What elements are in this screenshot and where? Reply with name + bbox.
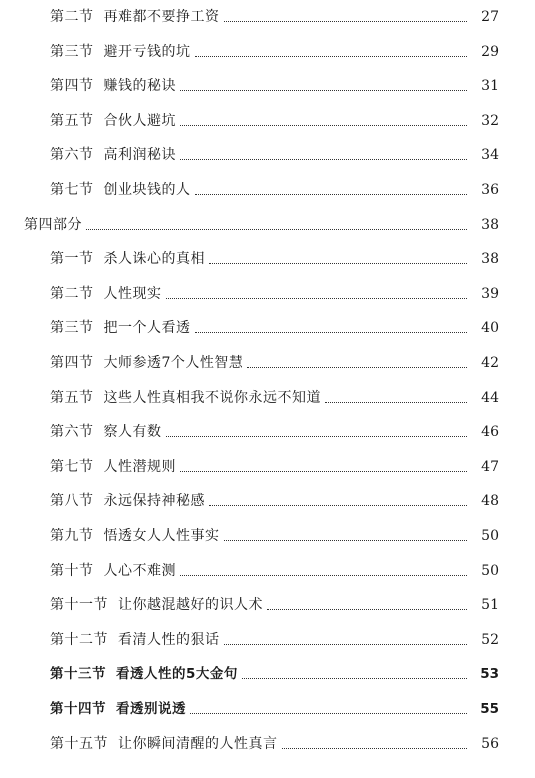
toc-page-number: 50 bbox=[481, 562, 499, 579]
toc-entry bbox=[0, 590, 535, 614]
toc-entry-label bbox=[50, 527, 220, 545]
toc-page-number: 29 bbox=[481, 43, 499, 60]
toc-entry-title: 这些人性真相我不说你永远不知道 bbox=[103, 389, 321, 406]
toc-entry-number: 第十节 bbox=[50, 562, 94, 579]
dot-leader bbox=[86, 229, 467, 230]
dot-leader bbox=[195, 194, 468, 195]
dot-leader bbox=[224, 644, 468, 645]
toc-entry-title: 把一个人看透 bbox=[103, 320, 191, 337]
dot-leader bbox=[180, 159, 467, 160]
toc-entry-number: 第六节 bbox=[50, 424, 94, 441]
toc-entry-label bbox=[50, 665, 238, 683]
toc-entry-title: 大师参透7个人性智慧 bbox=[103, 355, 244, 371]
toc-entry-title: 察人有数 bbox=[103, 424, 162, 441]
toc-page-number: 53 bbox=[480, 666, 499, 683]
dot-leader bbox=[195, 332, 468, 333]
dot-leader bbox=[282, 748, 468, 749]
toc-entry bbox=[0, 175, 535, 199]
toc-entry-label bbox=[50, 423, 162, 441]
toc-entry-title: 高利润秘诀 bbox=[103, 147, 176, 164]
dot-leader bbox=[180, 125, 467, 126]
toc-entry-title: 人性现实 bbox=[103, 285, 162, 302]
toc-page-number: 55 bbox=[480, 701, 499, 717]
toc-entry-title: 让你瞬间清醒的人性真言 bbox=[118, 735, 278, 752]
toc-entry-title: 创业块钱的人 bbox=[103, 182, 191, 198]
dot-leader bbox=[267, 609, 467, 610]
toc-entry bbox=[0, 71, 535, 95]
toc-entry-title: 看透别说透 bbox=[116, 701, 186, 717]
toc-page-number: 56 bbox=[481, 735, 499, 752]
toc-entry bbox=[0, 313, 535, 337]
toc-entry-title: 再难都不要挣工资 bbox=[103, 9, 220, 25]
toc-entry bbox=[0, 279, 535, 303]
dot-leader bbox=[224, 21, 468, 22]
dot-leader bbox=[325, 402, 467, 403]
toc-entry-label bbox=[50, 354, 243, 372]
toc-entry bbox=[0, 694, 535, 718]
toc-entry-title: 赚钱的秘诀 bbox=[103, 78, 176, 95]
dot-leader bbox=[180, 471, 467, 472]
toc-page-number: 42 bbox=[481, 355, 499, 371]
dot-leader bbox=[209, 263, 467, 264]
toc-entry-number: 第四部分 bbox=[24, 216, 82, 233]
toc-entry-number: 第九节 bbox=[50, 528, 94, 544]
toc-entry-title: 人心不难测 bbox=[103, 562, 176, 579]
toc-entry-label bbox=[50, 735, 278, 753]
toc-entry-title: 看透人性的5大金句 bbox=[116, 666, 238, 683]
dot-leader bbox=[166, 298, 468, 299]
toc-entry-number: 第四节 bbox=[50, 355, 94, 371]
dot-leader bbox=[166, 436, 468, 437]
toc-page-number: 39 bbox=[481, 285, 499, 302]
toc-entry-title: 合伙人避坑 bbox=[103, 112, 176, 129]
toc-entry-number: 第五节 bbox=[50, 112, 94, 129]
toc-entry-number: 第五节 bbox=[50, 389, 94, 406]
dot-leader bbox=[247, 367, 467, 368]
toc-entry-number: 第三节 bbox=[50, 43, 94, 60]
toc-page-number: 36 bbox=[481, 182, 499, 198]
dot-leader bbox=[242, 678, 467, 679]
toc-entry-number: 第十四节 bbox=[50, 701, 106, 717]
toc-entry-label bbox=[50, 700, 186, 718]
toc-page-number: 38 bbox=[481, 216, 499, 233]
toc-entry bbox=[0, 106, 535, 130]
toc-entry-number: 第二节 bbox=[50, 9, 94, 25]
toc-entry-label bbox=[50, 250, 205, 268]
toc-entry bbox=[0, 348, 535, 372]
toc-page-number: 40 bbox=[481, 320, 499, 337]
toc-entry-number: 第二节 bbox=[50, 285, 94, 302]
toc-entry bbox=[0, 659, 535, 683]
toc-entry bbox=[0, 625, 535, 649]
dot-leader bbox=[190, 713, 467, 714]
toc-part-entry bbox=[0, 210, 535, 234]
toc-entry bbox=[0, 452, 535, 476]
toc-page-number: 51 bbox=[481, 597, 499, 614]
toc-entry-label bbox=[50, 112, 176, 130]
toc-entry-label bbox=[50, 389, 321, 407]
toc-page-number: 31 bbox=[481, 78, 499, 95]
dot-leader bbox=[180, 575, 467, 576]
toc-entry-label bbox=[50, 43, 191, 61]
toc-entry-label bbox=[50, 562, 176, 580]
toc-entry-title: 让你越混越好的识人术 bbox=[118, 597, 263, 614]
toc-entry-title: 看清人性的狠话 bbox=[118, 631, 220, 648]
toc-entry-number: 第七节 bbox=[50, 182, 94, 198]
toc-entry-number: 第七节 bbox=[50, 458, 94, 475]
toc-entry-number: 第十三节 bbox=[50, 666, 106, 683]
toc-entry bbox=[0, 383, 535, 407]
toc-entry-title: 避开亏钱的坑 bbox=[103, 43, 191, 60]
toc-page-number: 44 bbox=[481, 389, 499, 406]
toc-page-number: 47 bbox=[481, 458, 499, 475]
toc-entry-number: 第六节 bbox=[50, 147, 94, 164]
toc-entry-number: 第四节 bbox=[50, 78, 94, 95]
toc-entry bbox=[0, 486, 535, 510]
toc-page-number: 50 bbox=[481, 528, 499, 544]
toc-entry-title: 悟透女人人性事实 bbox=[103, 528, 220, 544]
toc-entry-label bbox=[50, 458, 176, 476]
toc-entry-label bbox=[50, 319, 191, 337]
toc-entry-label bbox=[50, 181, 191, 199]
toc-entry bbox=[0, 417, 535, 441]
toc-entry bbox=[0, 729, 535, 753]
toc-entry-number: 第十一节 bbox=[50, 597, 108, 614]
toc-entry-label bbox=[50, 492, 205, 510]
dot-leader bbox=[224, 540, 468, 541]
toc-entry-label bbox=[50, 285, 162, 303]
toc-page-number: 34 bbox=[481, 147, 499, 164]
toc-page-number: 38 bbox=[481, 251, 499, 268]
toc-entry bbox=[0, 140, 535, 164]
toc-entry-label bbox=[24, 216, 82, 234]
toc-entry bbox=[0, 37, 535, 61]
toc-page-number: 46 bbox=[481, 424, 499, 441]
toc-entry bbox=[0, 521, 535, 545]
toc-entry bbox=[0, 2, 535, 26]
toc-page-number: 48 bbox=[481, 493, 499, 510]
toc-entry-number: 第十二节 bbox=[50, 631, 108, 648]
toc-entry-label bbox=[50, 8, 220, 26]
toc-entry-label bbox=[50, 77, 176, 95]
dot-leader bbox=[209, 505, 467, 506]
toc-entry-title: 人性潜规则 bbox=[103, 458, 176, 475]
toc-entry-number: 第一节 bbox=[50, 251, 94, 268]
dot-leader bbox=[195, 56, 468, 57]
dot-leader bbox=[180, 90, 467, 91]
toc-page-number: 32 bbox=[481, 112, 499, 129]
toc-page-number: 27 bbox=[481, 9, 499, 25]
toc-entry-title: 永远保持神秘感 bbox=[103, 493, 205, 510]
toc-entry-number: 第十五节 bbox=[50, 735, 108, 752]
toc-page-number: 52 bbox=[481, 631, 499, 648]
toc-entry bbox=[0, 556, 535, 580]
toc-entry-number: 第八节 bbox=[50, 493, 94, 510]
toc-entry-label bbox=[50, 631, 220, 649]
toc-entry bbox=[0, 244, 535, 268]
toc-entry-label bbox=[50, 596, 263, 614]
toc-entry-number: 第三节 bbox=[50, 320, 94, 337]
toc-entry-label bbox=[50, 146, 176, 164]
toc-entry-title: 杀人诛心的真相 bbox=[103, 251, 205, 268]
